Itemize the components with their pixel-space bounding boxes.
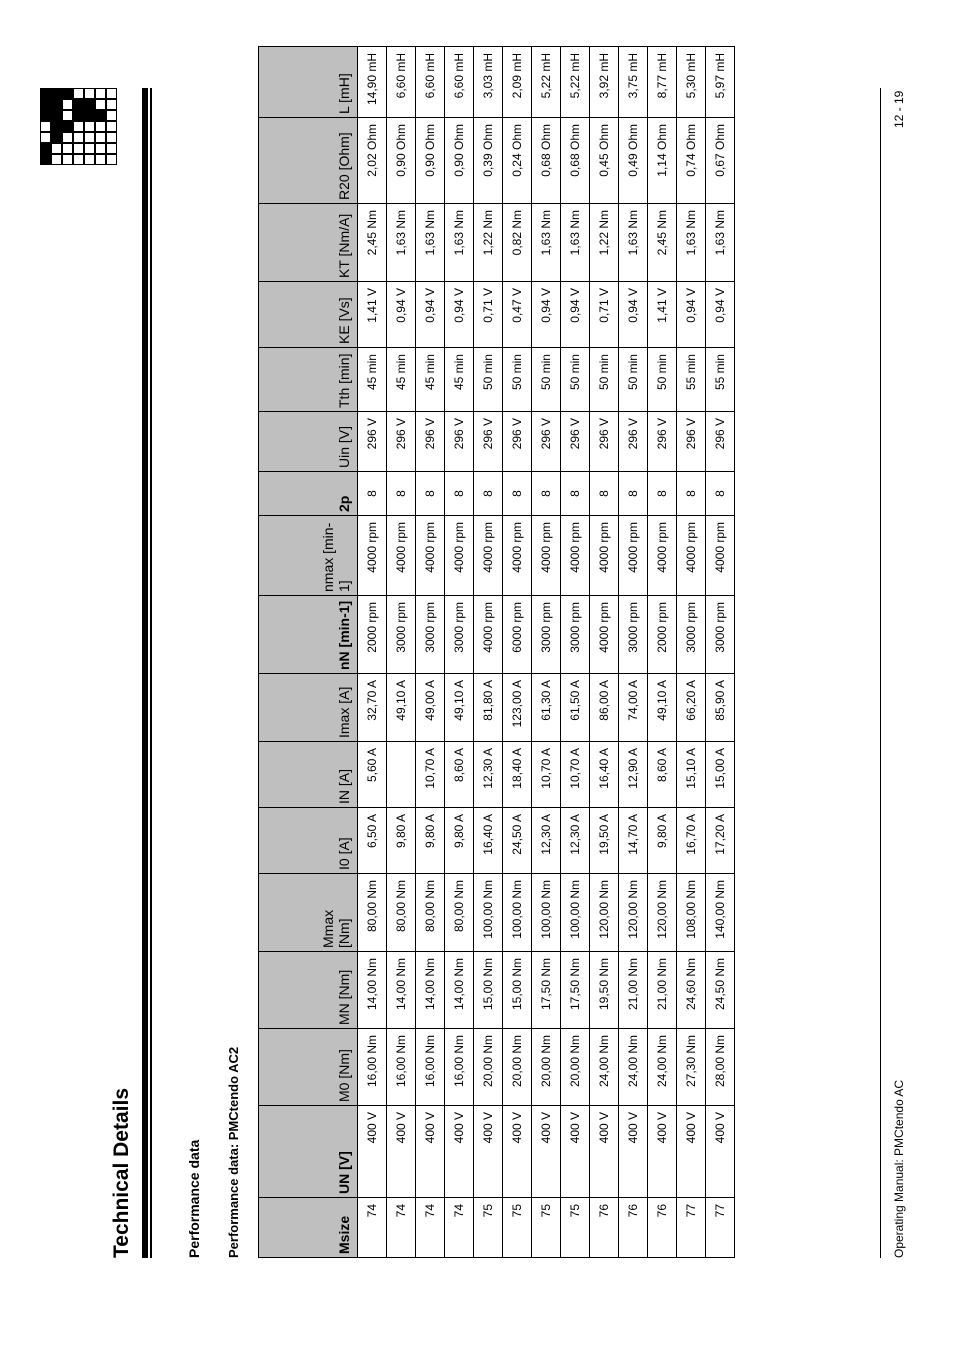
- table-cell: 8: [648, 472, 677, 516]
- table-cell: 15,00 Nm: [474, 952, 503, 1029]
- table-cell: 0,94 V: [445, 282, 474, 348]
- table-row: [416, 47, 445, 1258]
- table-cell: 296 V: [503, 412, 532, 472]
- table-cell: 3,75 mH: [619, 47, 648, 118]
- table-cell: 4000 rpm: [677, 516, 706, 596]
- table-cell: 5,22 mH: [532, 47, 561, 118]
- table-cell: 8: [677, 472, 706, 516]
- table-cell: 10,70 A: [416, 742, 445, 808]
- table-cell: 0,94 V: [561, 282, 590, 348]
- table-cell: 76: [590, 1198, 619, 1258]
- table-caption: Performance data: PMCtendo AC2: [226, 1046, 241, 1258]
- table-cell: 4000 rpm: [445, 516, 474, 596]
- performance-table-wrapper: [258, 53, 727, 1258]
- table-cell: 296 V: [561, 412, 590, 472]
- table-cell: 74: [445, 1198, 474, 1258]
- table-cell: 8: [706, 472, 735, 516]
- table-cell: 17,50 Nm: [532, 952, 561, 1029]
- table-cell: 12,30 A: [474, 742, 503, 808]
- footer-page-number: 12 - 19: [892, 90, 906, 128]
- table-cell: 5,60 A: [358, 742, 387, 808]
- footer-manual: Operating Manual: PMCtendo AC: [892, 1079, 906, 1258]
- table-cell: 4000 rpm: [532, 516, 561, 596]
- table-cell: 1,22 Nm: [590, 204, 619, 282]
- table-cell: 296 V: [677, 412, 706, 472]
- table-cell: 296 V: [445, 412, 474, 472]
- table-cell: 4000 rpm: [619, 516, 648, 596]
- table-cell: 8: [474, 472, 503, 516]
- table-cell: 120,00 Nm: [590, 874, 619, 952]
- table-cell: 2,02 Ohm: [358, 118, 387, 204]
- table-cell: 16,00 Nm: [445, 1029, 474, 1106]
- table-cell: 3,03 mH: [474, 47, 503, 118]
- table-cell: 0,49 Ohm: [619, 118, 648, 204]
- table-row: [619, 47, 648, 1258]
- table-cell: 400 V: [677, 1106, 706, 1198]
- table-cell: 0,45 Ohm: [590, 118, 619, 204]
- table-row: [561, 47, 590, 1258]
- table-cell: 9,80 A: [445, 808, 474, 874]
- table-cell: 3,92 mH: [590, 47, 619, 118]
- table-cell: 50 min: [619, 348, 648, 412]
- table-cell: 61,50 A: [561, 674, 590, 742]
- table-cell: 20,00 Nm: [474, 1029, 503, 1106]
- table-row: [706, 47, 735, 1258]
- table-row: [503, 47, 532, 1258]
- table-cell: 3000 rpm: [561, 596, 590, 674]
- table-cell: 20,00 Nm: [532, 1029, 561, 1106]
- table-cell: 80,00 Nm: [358, 874, 387, 952]
- table-cell: 4000 rpm: [474, 516, 503, 596]
- table-header-row: [259, 47, 358, 1258]
- table-cell: 17,50 Nm: [561, 952, 590, 1029]
- table-cell: 4000 rpm: [358, 516, 387, 596]
- table-cell: 2000 rpm: [648, 596, 677, 674]
- table-cell: 8: [503, 472, 532, 516]
- table-cell: 24,60 Nm: [677, 952, 706, 1029]
- column-header: R20 [Ohm]: [259, 118, 358, 204]
- table-cell: 4000 rpm: [503, 516, 532, 596]
- table-cell: 6,60 mH: [445, 47, 474, 118]
- table-cell: 0,94 V: [387, 282, 416, 348]
- table-cell: 3000 rpm: [416, 596, 445, 674]
- table-row: [590, 47, 619, 1258]
- table-cell: 55 min: [677, 348, 706, 412]
- column-header: Uin [V]: [259, 412, 358, 472]
- column-header: MN [Nm]: [259, 952, 358, 1029]
- table-cell: 16,70 A: [677, 808, 706, 874]
- table-cell: 400 V: [561, 1106, 590, 1198]
- table-cell: 6,50 A: [358, 808, 387, 874]
- table-cell: 50 min: [561, 348, 590, 412]
- table-cell: 100,00 Nm: [561, 874, 590, 952]
- table-cell: 0,71 V: [590, 282, 619, 348]
- table-cell: 296 V: [387, 412, 416, 472]
- table-cell: 24,00 Nm: [648, 1029, 677, 1106]
- table-cell: 4000 rpm: [387, 516, 416, 596]
- table-cell: 61,30 A: [532, 674, 561, 742]
- table-cell: 75: [474, 1198, 503, 1258]
- table-cell: 86,00 A: [590, 674, 619, 742]
- table-cell: 296 V: [358, 412, 387, 472]
- table-cell: 140,00 Nm: [706, 874, 735, 952]
- table-cell: 0,90 Ohm: [387, 118, 416, 204]
- table-cell: 16,00 Nm: [387, 1029, 416, 1106]
- table-cell: 24,50 Nm: [706, 952, 735, 1029]
- table-cell: 0,94 V: [416, 282, 445, 348]
- table-cell: 3000 rpm: [445, 596, 474, 674]
- table-cell: 2000 rpm: [358, 596, 387, 674]
- table-cell: 8: [416, 472, 445, 516]
- header-bar-thick: [142, 88, 148, 1258]
- table-cell: 4000 rpm: [706, 516, 735, 596]
- table-cell: 296 V: [590, 412, 619, 472]
- table-cell: 50 min: [532, 348, 561, 412]
- table-cell: 6,60 mH: [387, 47, 416, 118]
- column-header: 2p: [259, 472, 358, 516]
- column-header: UN [V]: [259, 1106, 358, 1198]
- table-cell: [387, 742, 416, 808]
- table-cell: 80,00 Nm: [445, 874, 474, 952]
- header-bar-thin: [150, 88, 152, 1258]
- table-cell: 1,22 Nm: [474, 204, 503, 282]
- table-cell: 3000 rpm: [387, 596, 416, 674]
- table-cell: 76: [619, 1198, 648, 1258]
- column-header: Msize: [259, 1198, 358, 1258]
- table-cell: 296 V: [532, 412, 561, 472]
- section-title: Technical Details: [110, 1087, 133, 1258]
- table-cell: 0,68 Ohm: [532, 118, 561, 204]
- table-cell: 4000 rpm: [474, 596, 503, 674]
- table-cell: 3000 rpm: [532, 596, 561, 674]
- column-header: I0 [A]: [259, 808, 358, 874]
- table-cell: 120,00 Nm: [648, 874, 677, 952]
- table-cell: 16,40 A: [590, 742, 619, 808]
- table-cell: 14,00 Nm: [416, 952, 445, 1029]
- table-cell: 4000 rpm: [590, 516, 619, 596]
- table-cell: 19,50 Nm: [590, 952, 619, 1029]
- table-cell: 400 V: [648, 1106, 677, 1198]
- table-cell: 400 V: [532, 1106, 561, 1198]
- table-cell: 0,74 Ohm: [677, 118, 706, 204]
- table-cell: 296 V: [619, 412, 648, 472]
- column-header: IN [A]: [259, 742, 358, 808]
- table-cell: 5,97 mH: [706, 47, 735, 118]
- table-cell: 3000 rpm: [677, 596, 706, 674]
- table-cell: 1,41 V: [648, 282, 677, 348]
- table-cell: 32,70 A: [358, 674, 387, 742]
- table-cell: 8,60 A: [648, 742, 677, 808]
- table-cell: 0,47 V: [503, 282, 532, 348]
- table-cell: 400 V: [387, 1106, 416, 1198]
- table-cell: 24,00 Nm: [619, 1029, 648, 1106]
- table-cell: 8: [445, 472, 474, 516]
- table-cell: 296 V: [474, 412, 503, 472]
- table-cell: 400 V: [619, 1106, 648, 1198]
- table-cell: 6000 rpm: [503, 596, 532, 674]
- table-cell: 14,00 Nm: [358, 952, 387, 1029]
- table-cell: 12,30 A: [532, 808, 561, 874]
- table-cell: 14,00 Nm: [445, 952, 474, 1029]
- table-cell: 80,00 Nm: [416, 874, 445, 952]
- table-cell: 15,00 A: [706, 742, 735, 808]
- table-cell: 80,00 Nm: [387, 874, 416, 952]
- table-cell: 77: [677, 1198, 706, 1258]
- table-cell: 55 min: [706, 348, 735, 412]
- table-cell: 400 V: [358, 1106, 387, 1198]
- column-header: L [mH]: [259, 47, 358, 118]
- column-header: nmax [min-1]: [259, 516, 358, 596]
- table-cell: 0,24 Ohm: [503, 118, 532, 204]
- table-cell: 1,63 Nm: [619, 204, 648, 282]
- table-cell: 50 min: [503, 348, 532, 412]
- table-cell: 400 V: [706, 1106, 735, 1198]
- table-cell: 6,60 mH: [416, 47, 445, 118]
- table-cell: 0,71 V: [474, 282, 503, 348]
- table-row: [445, 47, 474, 1258]
- table-cell: 75: [532, 1198, 561, 1258]
- table-cell: 49,10 A: [387, 674, 416, 742]
- table-cell: 1,63 Nm: [387, 204, 416, 282]
- table-cell: 21,00 Nm: [619, 952, 648, 1029]
- column-header: Tth [min]: [259, 348, 358, 412]
- table-cell: 0,94 V: [532, 282, 561, 348]
- table-cell: 14,70 A: [619, 808, 648, 874]
- table-cell: 20,00 Nm: [561, 1029, 590, 1106]
- table-cell: 15,10 A: [677, 742, 706, 808]
- table-cell: 108,00 Nm: [677, 874, 706, 952]
- column-header: KE [Vs]: [259, 282, 358, 348]
- table-cell: 400 V: [503, 1106, 532, 1198]
- table-cell: 45 min: [387, 348, 416, 412]
- table-cell: 74: [358, 1198, 387, 1258]
- table-row: [648, 47, 677, 1258]
- table-cell: 74: [387, 1198, 416, 1258]
- table-cell: 85,90 A: [706, 674, 735, 742]
- table-cell: 100,00 Nm: [474, 874, 503, 952]
- table-cell: 0,67 Ohm: [706, 118, 735, 204]
- table-cell: 10,70 A: [561, 742, 590, 808]
- table-cell: 1,63 Nm: [706, 204, 735, 282]
- table-cell: 400 V: [590, 1106, 619, 1198]
- table-cell: 8,77 mH: [648, 47, 677, 118]
- table-cell: 0,94 V: [619, 282, 648, 348]
- table-cell: 49,10 A: [648, 674, 677, 742]
- table-row: [387, 47, 416, 1258]
- table-cell: 0,39 Ohm: [474, 118, 503, 204]
- table-cell: 1,41 V: [358, 282, 387, 348]
- table-row: [358, 47, 387, 1258]
- table-cell: 16,40 A: [474, 808, 503, 874]
- table-cell: 3000 rpm: [619, 596, 648, 674]
- table-cell: 74: [416, 1198, 445, 1258]
- table-cell: 66,20 A: [677, 674, 706, 742]
- table-cell: 1,63 Nm: [561, 204, 590, 282]
- table-cell: 400 V: [445, 1106, 474, 1198]
- table-cell: 81,80 A: [474, 674, 503, 742]
- table-cell: 0,94 V: [706, 282, 735, 348]
- table-body: [358, 47, 735, 1258]
- table-cell: 9,80 A: [387, 808, 416, 874]
- table-cell: 296 V: [648, 412, 677, 472]
- table-cell: 45 min: [445, 348, 474, 412]
- table-cell: 15,00 Nm: [503, 952, 532, 1029]
- footer-rule: [880, 88, 881, 1258]
- table-cell: 3000 rpm: [706, 596, 735, 674]
- table-cell: 100,00 Nm: [503, 874, 532, 952]
- table-cell: 10,70 A: [532, 742, 561, 808]
- table-cell: 0,94 V: [677, 282, 706, 348]
- table-cell: 1,63 Nm: [677, 204, 706, 282]
- table-cell: 9,80 A: [416, 808, 445, 874]
- table-cell: 74,00 A: [619, 674, 648, 742]
- table-cell: 8: [619, 472, 648, 516]
- table-cell: 75: [561, 1198, 590, 1258]
- table-cell: 75: [503, 1198, 532, 1258]
- table-cell: 4000 rpm: [416, 516, 445, 596]
- table-cell: 1,63 Nm: [532, 204, 561, 282]
- column-header: nN [min-1]: [259, 596, 358, 674]
- table-cell: 16,00 Nm: [416, 1029, 445, 1106]
- table-cell: 0,68 Ohm: [561, 118, 590, 204]
- table-cell: 1,63 Nm: [445, 204, 474, 282]
- table-cell: 1,63 Nm: [416, 204, 445, 282]
- table-cell: 1,14 Ohm: [648, 118, 677, 204]
- table-row: [532, 47, 561, 1258]
- company-logo: [40, 88, 118, 166]
- table-cell: 296 V: [706, 412, 735, 472]
- table-row: [474, 47, 503, 1258]
- column-header: M0 [Nm]: [259, 1029, 358, 1106]
- table-cell: 27,30 Nm: [677, 1029, 706, 1106]
- table-cell: 9,80 A: [648, 808, 677, 874]
- table-cell: 16,00 Nm: [358, 1029, 387, 1106]
- table-row: [677, 47, 706, 1258]
- table-cell: 100,00 Nm: [532, 874, 561, 952]
- table-cell: 14,90 mH: [358, 47, 387, 118]
- table-cell: 12,90 A: [619, 742, 648, 808]
- table-cell: 17,20 A: [706, 808, 735, 874]
- table-cell: 24,50 A: [503, 808, 532, 874]
- table-cell: 8: [387, 472, 416, 516]
- table-cell: 4000 rpm: [590, 596, 619, 674]
- table-cell: 0,82 Nm: [503, 204, 532, 282]
- subtitle: Performance data: [186, 1139, 202, 1258]
- table-cell: 8: [358, 472, 387, 516]
- column-header: Mmax [Nm]: [259, 874, 358, 952]
- table-cell: 50 min: [590, 348, 619, 412]
- table-cell: 50 min: [648, 348, 677, 412]
- table-cell: 4000 rpm: [648, 516, 677, 596]
- table-cell: 14,00 Nm: [387, 952, 416, 1029]
- table-cell: 50 min: [474, 348, 503, 412]
- performance-table: [258, 46, 735, 1258]
- table-cell: 5,22 mH: [561, 47, 590, 118]
- table-cell: 5,30 mH: [677, 47, 706, 118]
- table-cell: 8: [590, 472, 619, 516]
- table-cell: 21,00 Nm: [648, 952, 677, 1029]
- table-cell: 120,00 Nm: [619, 874, 648, 952]
- column-header: KT [Nm/A]: [259, 204, 358, 282]
- table-cell: 123,00 A: [503, 674, 532, 742]
- table-cell: 49,10 A: [445, 674, 474, 742]
- table-cell: 45 min: [358, 348, 387, 412]
- table-cell: 49,00 A: [416, 674, 445, 742]
- table-cell: 76: [648, 1198, 677, 1258]
- table-cell: 4000 rpm: [561, 516, 590, 596]
- table-cell: 2,09 mH: [503, 47, 532, 118]
- table-cell: 28,00 Nm: [706, 1029, 735, 1106]
- table-cell: 0,90 Ohm: [445, 118, 474, 204]
- table-cell: 296 V: [416, 412, 445, 472]
- table-cell: 77: [706, 1198, 735, 1258]
- table-cell: 400 V: [416, 1106, 445, 1198]
- table-cell: 24,00 Nm: [590, 1029, 619, 1106]
- table-cell: 2,45 Nm: [358, 204, 387, 282]
- table-cell: 8: [532, 472, 561, 516]
- table-cell: 400 V: [474, 1106, 503, 1198]
- table-cell: 2,45 Nm: [648, 204, 677, 282]
- column-header: Imax [A]: [259, 674, 358, 742]
- table-cell: 18,40 A: [503, 742, 532, 808]
- table-cell: 8: [561, 472, 590, 516]
- table-cell: 12,30 A: [561, 808, 590, 874]
- table-cell: 20,00 Nm: [503, 1029, 532, 1106]
- table-cell: 45 min: [416, 348, 445, 412]
- table-cell: 8,60 A: [445, 742, 474, 808]
- table-cell: 19,50 A: [590, 808, 619, 874]
- table-cell: 0,90 Ohm: [416, 118, 445, 204]
